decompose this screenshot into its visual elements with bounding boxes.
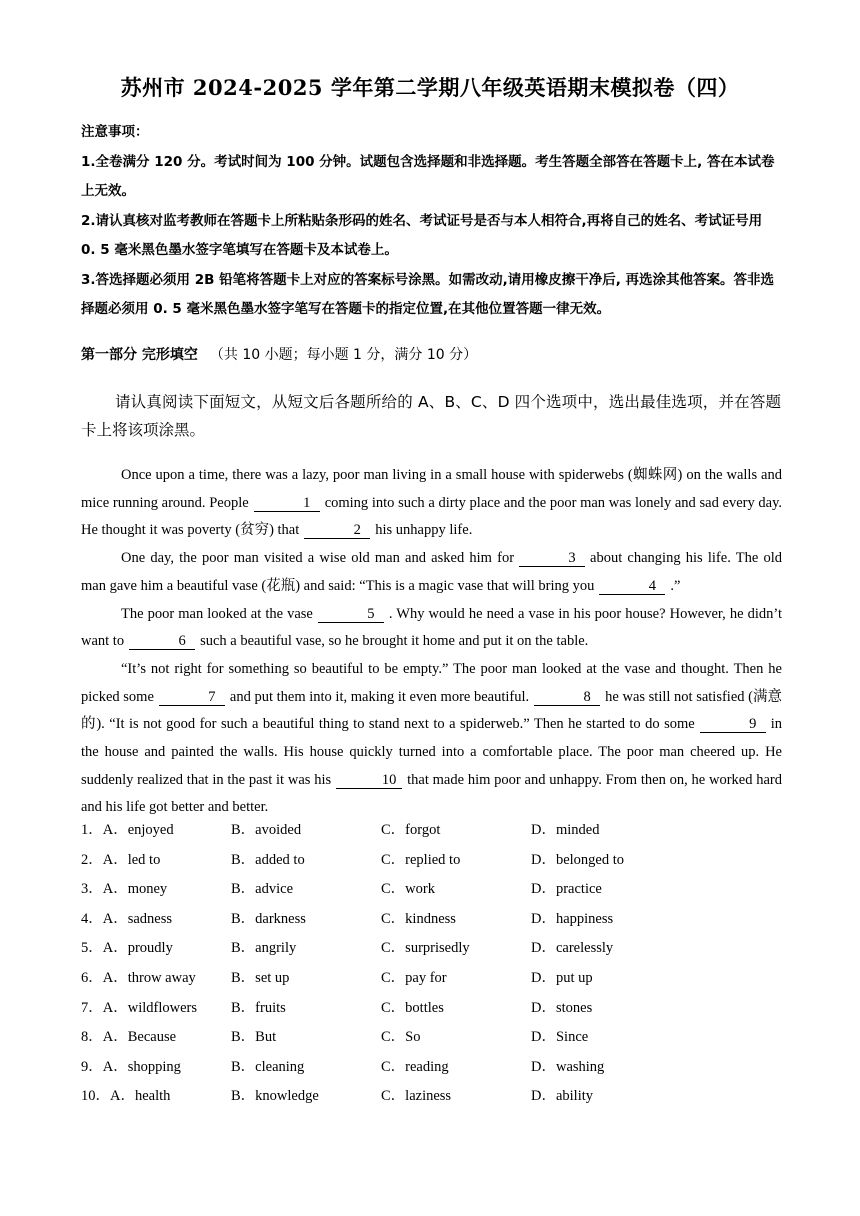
option-c: C．kindness	[381, 910, 456, 927]
option-row	[81, 994, 782, 1024]
option-row	[81, 875, 782, 905]
note-item-1: 1.全卷满分 120 分。考试时间为 100 分钟。试题包含选择题和非选择题。考生答题全部答在答题卡上, 答在本试卷上无效。	[81, 153, 775, 199]
question-number: 5．	[81, 940, 103, 957]
question-number: 8．	[81, 1029, 103, 1046]
blank-9: 9	[700, 716, 766, 733]
passage-text: such a beautiful vase, so he brought it home and put it on the table.	[200, 633, 589, 650]
passage-text: “It’s not right for something so beautiful to be empty.” The poor man looked at the vase and thought. Then he picked some	[81, 660, 782, 705]
option-c: C．laziness	[381, 1088, 452, 1105]
option-d: D．carelessly	[531, 940, 614, 957]
question-number: 2．	[81, 851, 103, 868]
question-number: 9．	[81, 1058, 103, 1075]
option-a-text: A．sadness	[102, 910, 173, 927]
option-b: B．cleaning	[231, 1058, 305, 1075]
option-b: B．But	[231, 1029, 277, 1046]
question-number: 1．	[81, 822, 103, 838]
option-d: D．Since	[531, 1029, 589, 1046]
blank-2: 2	[304, 522, 370, 539]
option-a-text: A．enjoyed	[102, 822, 174, 838]
question-number: 3．	[81, 881, 103, 898]
passage-text: The poor man looked at the vase	[121, 605, 313, 622]
option-d: D．happiness	[531, 910, 614, 927]
option-row	[81, 1053, 782, 1083]
option-row	[81, 934, 782, 964]
option-row	[81, 846, 782, 876]
answer-options	[81, 816, 782, 1112]
option-c: C．replied to	[381, 851, 461, 868]
option-d: D．belonged to	[531, 851, 625, 868]
option-c: C．forgot	[381, 822, 441, 838]
option-a-text: A．proudly	[102, 940, 173, 957]
passage-text: coming into such a dirty place and the poor man was lonely and sad every day. He thought it was poverty (贫穷) that	[81, 494, 783, 539]
option-a-text: A．shopping	[102, 1058, 181, 1075]
passage-paragraph-3	[81, 601, 782, 656]
blank-5: 5	[318, 606, 384, 623]
option-b: B．fruits	[231, 999, 286, 1016]
blank-10: 10	[336, 772, 402, 789]
option-a	[81, 994, 197, 1024]
option-c: C．pay for	[381, 969, 447, 986]
option-a	[81, 816, 174, 846]
exam-title: 苏州市 2024-2025 学年第二学期八年级英语期末模拟卷（四）	[120, 75, 740, 100]
blank-7: 7	[159, 689, 225, 706]
part1-heading: 第一部分 完形填空	[81, 347, 198, 363]
option-b: B．set up	[231, 969, 290, 986]
option-d: D．washing	[531, 1058, 605, 1075]
option-a-text: A．health	[110, 1088, 171, 1105]
option-d: D．put up	[531, 969, 593, 986]
option-c: C．work	[381, 881, 435, 898]
question-number: 7．	[81, 999, 103, 1016]
blank-8: 8	[534, 689, 600, 706]
option-a	[81, 1023, 176, 1053]
question-number: 10．	[81, 1088, 110, 1105]
passage-text: about changing his life. The old man gave him a beautiful vase (花瓶) and said: “This is a magic vase that will bring you	[81, 550, 782, 594]
option-d: D．stones	[531, 999, 593, 1016]
option-a	[81, 1082, 170, 1112]
cloze-passage	[81, 462, 782, 822]
blank-4: 4	[599, 578, 665, 595]
option-a-text: A．Because	[102, 1029, 177, 1046]
option-a	[81, 1053, 181, 1083]
option-a	[81, 846, 160, 876]
blank-3: 3	[519, 550, 585, 567]
notes-heading: 注意事项：	[81, 124, 149, 140]
part1-info: （共 10 小题；每小题 1 分，满分 10 分）	[209, 347, 478, 363]
option-row	[81, 1082, 782, 1112]
option-d: D．minded	[531, 822, 600, 838]
option-row	[81, 905, 782, 935]
passage-text: .”	[670, 577, 681, 594]
passage-paragraph-2	[81, 545, 782, 600]
question-number: 6．	[81, 969, 103, 986]
note-item-3: 3.答选择题必须用 2B 铅笔将答题卡上对应的答案标号涂黑。如需改动,请用橡皮擦干净后, 再选涂其他答案。答非选择题必须用 0. 5 毫米黑色墨水签字笔写在答题卡的指定位置,在其他位置答题一律无效。	[81, 271, 775, 317]
option-a	[81, 875, 167, 905]
passage-text: Once upon a time, there was a lazy, poor man living in a small house with spiderwebs (蜘蛛网) on the walls and mice running around. People	[81, 467, 782, 511]
part1-instruction: 请认真阅读下面短文，从短文后各题所给的 A、B、C、D 四个选项中，选出最佳选项，并在答题卡上将该项涂黑。	[81, 393, 781, 439]
passage-paragraph-1	[81, 462, 782, 545]
option-c: C．bottles	[381, 999, 444, 1016]
blank-6: 6	[129, 633, 195, 650]
passage-text: he was still not satisfied (满意的). “It is not good for such a beautiful thing to stand next to a spiderweb.” Then he started to do some	[81, 688, 782, 733]
passage-text: in the house and painted the walls. His house quickly turned into a comfortable place. The poor man cheered up. He suddenly realized that in the past it was his	[81, 716, 782, 788]
option-a	[81, 905, 172, 935]
option-a-text: A．money	[102, 881, 168, 898]
option-b: B．knowledge	[231, 1088, 319, 1105]
passage-paragraph-4	[81, 656, 782, 822]
option-b: B．added to	[231, 851, 305, 868]
option-a	[81, 934, 173, 964]
option-c: C．So	[381, 1029, 421, 1046]
option-d: D．practice	[531, 881, 602, 898]
option-d: D．ability	[531, 1088, 594, 1105]
passage-text: his unhappy life.	[375, 522, 473, 539]
option-row	[81, 1023, 782, 1053]
option-b: B．avoided	[231, 822, 302, 838]
option-b: B．angrily	[231, 940, 297, 957]
option-c: C．surprisedly	[381, 940, 470, 957]
option-row	[81, 816, 782, 846]
blank-1: 1	[254, 495, 320, 512]
note-item-2: 2.请认真核对监考教师在答题卡上所粘贴条形码的姓名、考试证号是否与本人相符合,再将自己的姓名、考试证号用 0. 5 毫米黑色墨水签字笔填写在答题卡及本试卷上。	[81, 212, 763, 258]
passage-text: . Why would he need a vase in his poor house? However, he didn’t want to	[81, 605, 782, 650]
option-a-text: A．led to	[102, 851, 161, 868]
option-b: B．darkness	[231, 910, 306, 927]
question-number: 4．	[81, 910, 103, 927]
option-row	[81, 964, 782, 994]
option-a-text: A．throw away	[102, 969, 196, 986]
option-a	[81, 964, 196, 994]
part1-header	[81, 344, 477, 364]
option-a-text: A．wildflowers	[102, 999, 197, 1016]
passage-text: One day, the poor man visited a wise old man and asked him for	[121, 550, 515, 567]
passage-text: and put them into it, making it even more beautiful.	[229, 688, 530, 705]
exam-notes	[81, 118, 781, 325]
passage-text: that made him poor and unhappy. From then on, he worked hard and his life got better and better.	[81, 771, 783, 816]
option-c: C．reading	[381, 1058, 449, 1075]
option-b: B．advice	[231, 881, 294, 898]
